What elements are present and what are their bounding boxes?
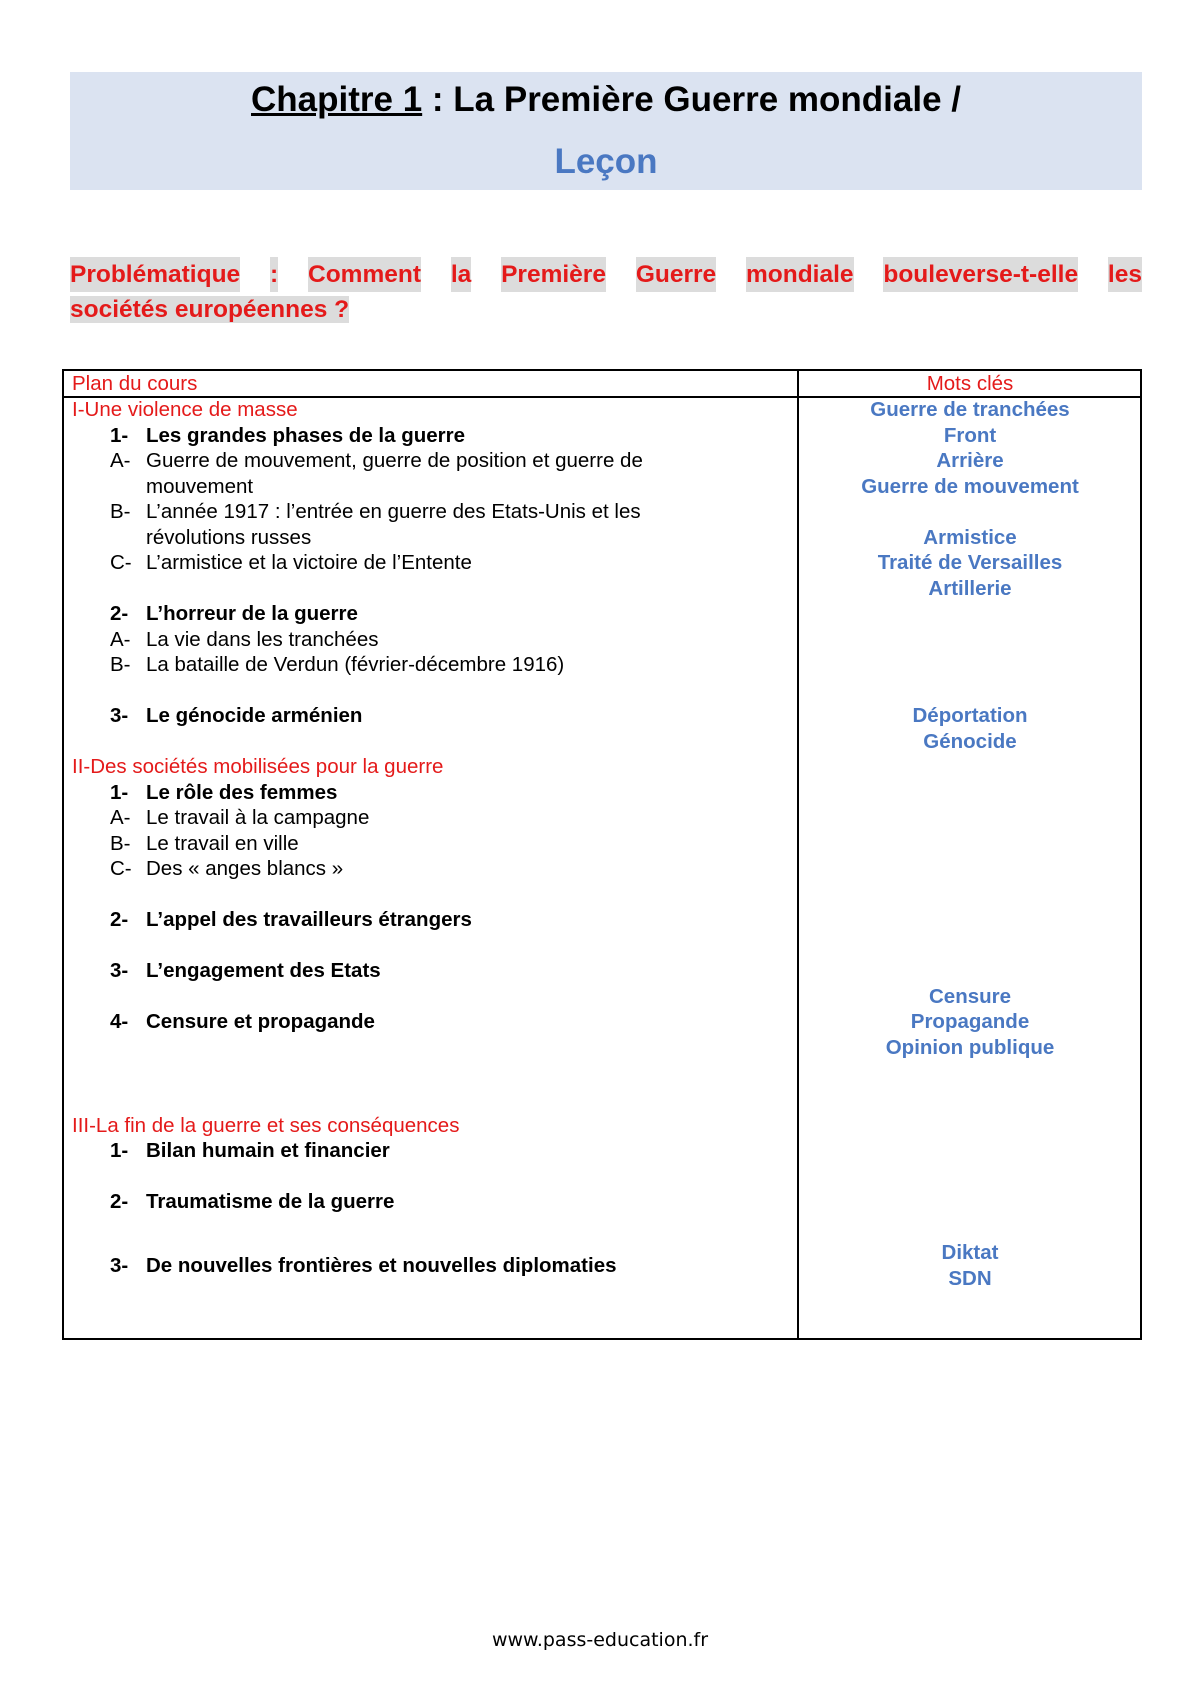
subitem-text: révolutions russes xyxy=(146,526,312,549)
subitem-text: Des « anges blancs » xyxy=(146,857,344,880)
item-title: De nouvelles frontières et nouvelles diplomaties xyxy=(146,1254,617,1277)
subitem-letter: B- xyxy=(110,500,131,523)
subitem-letter: B- xyxy=(110,653,131,676)
column-divider xyxy=(797,371,799,1338)
keyword: Armistice xyxy=(923,526,1017,549)
footer-url: www.pass-education.fr xyxy=(491,1629,709,1651)
section-heading: II-Des sociétés mobilisées pour la guerre xyxy=(72,755,444,778)
item-title: Censure et propagande xyxy=(146,1010,375,1033)
course-plan-table xyxy=(62,369,1142,1340)
subitem-letter: A- xyxy=(110,806,131,829)
problem-word: Guerre xyxy=(636,257,716,292)
problem-word: bouleverse-t-elle xyxy=(883,257,1078,292)
problem-word: mondiale xyxy=(746,257,854,292)
item-number: 1- xyxy=(110,1139,129,1162)
problem-line-2-text: sociétés européennes ? xyxy=(70,296,350,323)
chapter-header xyxy=(70,72,1142,190)
keyword: SDN xyxy=(948,1267,992,1290)
item-title: Traumatisme de la guerre xyxy=(146,1190,395,1213)
section-heading: I-Une violence de masse xyxy=(72,398,298,421)
keyword: Déportation xyxy=(912,704,1028,727)
col-header-keywords: Mots clés xyxy=(926,372,1014,395)
problem-word: : xyxy=(270,257,278,292)
subitem-letter: B- xyxy=(110,832,131,855)
problematique-line-2 xyxy=(70,292,1142,327)
keyword: Diktat xyxy=(941,1241,999,1264)
item-title: L’appel des travailleurs étrangers xyxy=(146,908,472,931)
item-number: 2- xyxy=(110,1190,129,1213)
col-header-plan: Plan du cours xyxy=(72,372,198,395)
subitem-text: Guerre de mouvement, guerre de position et guerre de xyxy=(146,449,643,472)
keyword: Génocide xyxy=(923,730,1017,753)
item-title: L’engagement des Etats xyxy=(146,959,381,982)
problem-word: Problématique xyxy=(70,257,240,292)
subitem-text: mouvement xyxy=(146,475,254,498)
item-number: 1- xyxy=(110,424,129,447)
subitem-text: L’armistice et la victoire de l’Entente xyxy=(146,551,472,574)
item-number: 3- xyxy=(110,704,129,727)
problem-word: la xyxy=(451,257,471,292)
item-number: 1- xyxy=(110,781,129,804)
subitem-text: Le travail en ville xyxy=(146,832,299,855)
subitem-letter: C- xyxy=(110,857,132,880)
problematique-line-1 xyxy=(70,257,1142,292)
subitem-letter: C- xyxy=(110,551,132,574)
keyword: Artillerie xyxy=(928,577,1012,600)
problem-word: Comment xyxy=(308,257,421,292)
subitem-text: La vie dans les tranchées xyxy=(146,628,379,651)
keyword: Front xyxy=(943,424,997,447)
subitem-letter: A- xyxy=(110,628,131,651)
item-number: 2- xyxy=(110,602,129,625)
keyword: Propagande xyxy=(910,1010,1030,1033)
subitem-text: Le travail à la campagne xyxy=(146,806,370,829)
lesson-subtitle: Leçon xyxy=(554,142,658,181)
keyword: Guerre de mouvement xyxy=(861,475,1079,498)
problem-word: les xyxy=(1108,257,1142,292)
item-title: Le génocide arménien xyxy=(146,704,363,727)
keyword: Traité de Versailles xyxy=(877,551,1063,574)
subitem-text: L’année 1917 : l’entrée en guerre des Etats-Unis et les xyxy=(146,500,641,523)
item-number: 3- xyxy=(110,1254,129,1277)
item-title: L’horreur de la guerre xyxy=(146,602,358,625)
item-number: 3- xyxy=(110,959,129,982)
problem-word: Première xyxy=(501,257,606,292)
item-number: 2- xyxy=(110,908,129,931)
section-heading: III-La fin de la guerre et ses conséquences xyxy=(72,1114,460,1137)
chapter-title-text: : La Première Guerre mondiale / xyxy=(422,80,961,119)
item-title: Le rôle des femmes xyxy=(146,781,338,804)
item-title: Les grandes phases de la guerre xyxy=(146,424,466,447)
chapter-number: Chapitre 1 xyxy=(251,80,423,119)
subitem-text: La bataille de Verdun (février-décembre 1916) xyxy=(146,653,565,676)
problematique xyxy=(70,257,1142,327)
keyword: Arrière xyxy=(936,449,1004,472)
keyword: Opinion publique xyxy=(885,1036,1055,1059)
keyword: Guerre de tranchées xyxy=(870,398,1070,421)
item-title: Bilan humain et financier xyxy=(146,1139,390,1162)
subitem-letter: A- xyxy=(110,449,131,472)
item-number: 4- xyxy=(110,1010,129,1033)
keyword: Censure xyxy=(928,985,1012,1008)
chapter-title xyxy=(70,80,1142,120)
